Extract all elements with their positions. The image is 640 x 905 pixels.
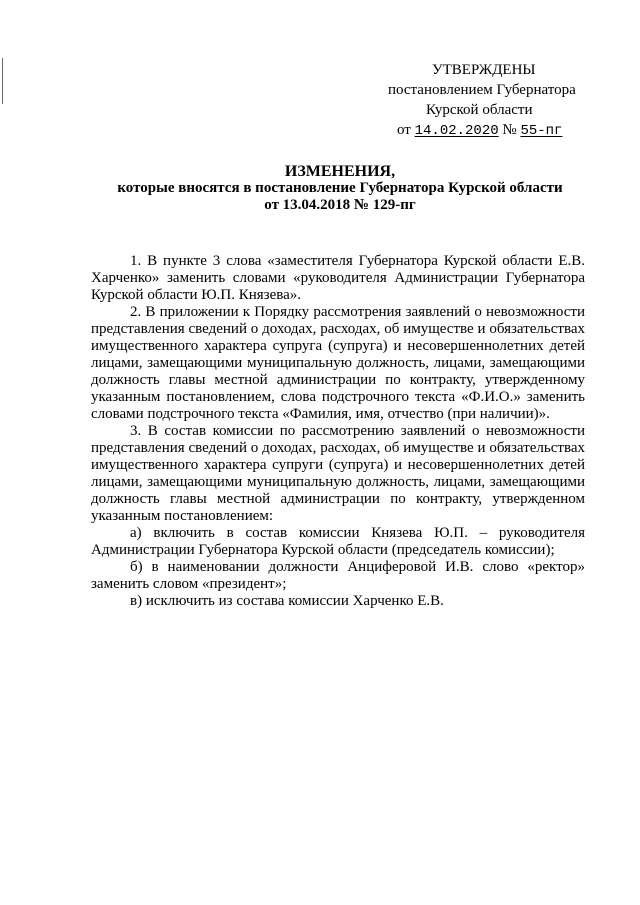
approval-stamp	[380, 60, 630, 141]
document-body	[91, 253, 585, 610]
approval-number: 55-пг	[520, 123, 563, 139]
document-subheading-date: от 13.04.2018 № 129-пг	[264, 197, 416, 213]
approval-date: 14.02.2020	[414, 123, 499, 139]
paragraph-3c: в) исключить из состава комиссии Харченко Е.В.	[130, 593, 444, 609]
paragraph-1: 1. В пункте 3 слова «заместителя Губернатора Курской области Е.В. Харченко» заменить словами «руководителя Администрации Губернатора Курской области Ю.П. Князева».	[91, 253, 585, 303]
number-prefix: №	[502, 122, 517, 138]
paragraph-3b: б) в наименовании должности Анциферовой И.В. слово «ректор» заменить словом «президент»;	[91, 559, 585, 592]
document-heading: ИЗМЕНЕНИЯ,	[284, 163, 396, 180]
document-title	[60, 163, 620, 214]
paragraph-3a: а) включить в состав комиссии Князева Ю.П. – руководителя Администрации Губернатора Курской области (председатель комиссии);	[91, 525, 585, 558]
paragraph-3: 3. В состав комиссии по рассмотрению заявлений о невозможности представления сведений о доходах, расходах, об имуществе и обязательствах имущественного характера супруги (супруга) и несовершеннолетних детей лицами, замещающими муниципальную должность, лицами, замещающими должность главы местной администрации по контракту, утвержденном указанным постановлением:	[91, 423, 585, 524]
document-subheading: которые вносятся в постановление Губернатора Курской области	[117, 180, 563, 196]
scan-edge-mark	[2, 58, 3, 104]
approval-line-governor: постановлением Губернатора	[388, 82, 576, 98]
approved-title: УТВЕРЖДЕНЫ	[432, 62, 536, 78]
approval-line-region: Курской области	[426, 102, 533, 118]
date-prefix: от	[397, 122, 411, 138]
paragraph-2: 2. В приложении к Порядку рассмотрения заявлений о невозможности представления сведений о доходах, расходах, об имуществе и обязательствах имущественного характера супруга (супруга) и несовершеннолетних детей лицами, замещающими муниципальную должность, лицами, замещающими должность главы местной администрации по контракту, утвержденному указанным постановлением, слова подстрочного текста «Ф.И.О.» заменить словами подстрочного текста «Фамилия, имя, отчество (при наличии)».	[91, 304, 585, 422]
approval-date-number	[380, 120, 630, 141]
